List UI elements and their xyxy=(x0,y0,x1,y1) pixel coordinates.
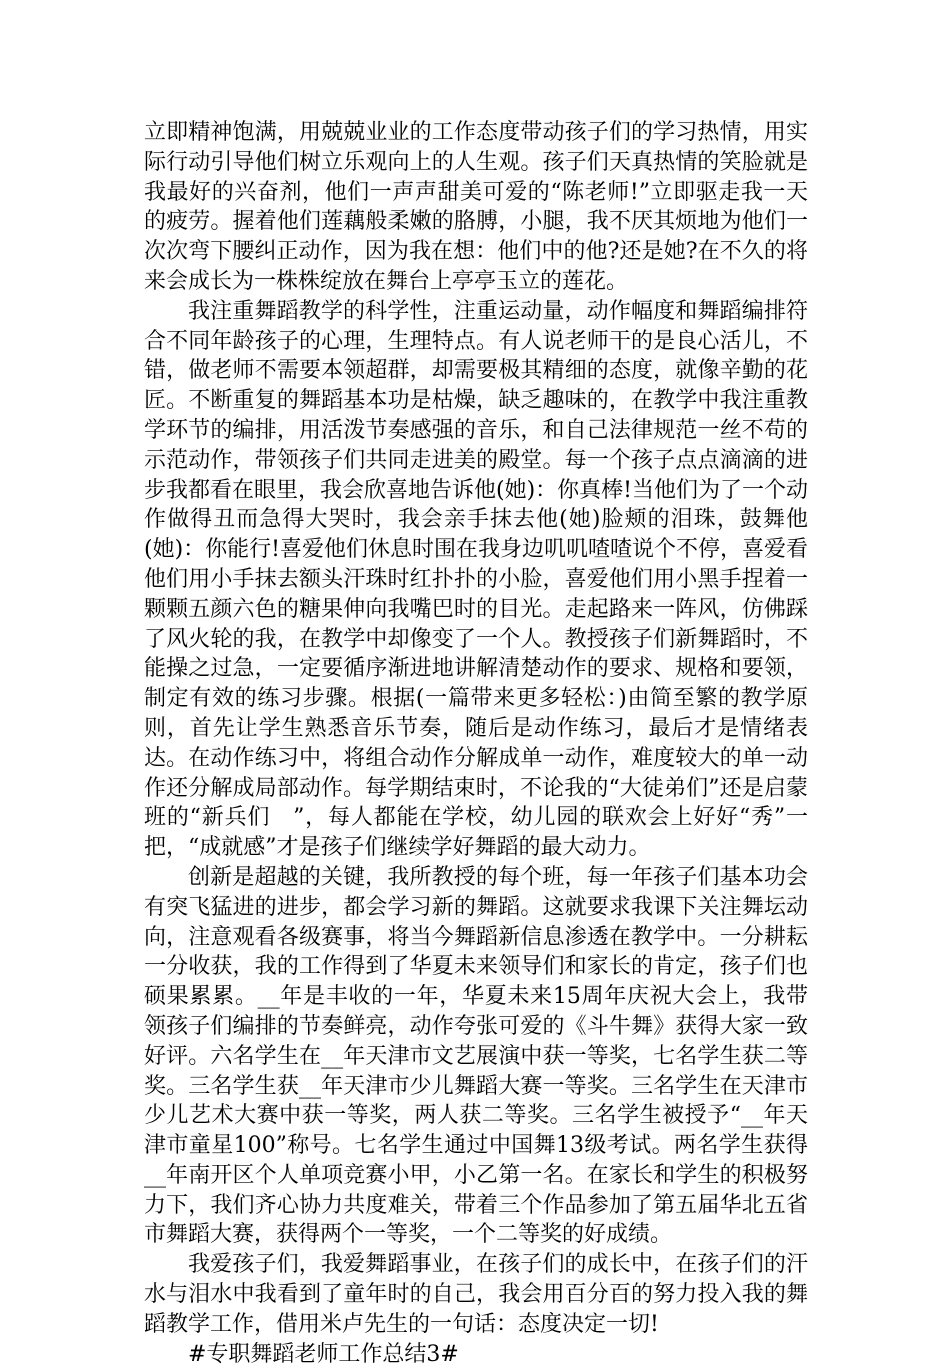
paragraph-conclusion: 我爱孩子们，我爱舞蹈事业，在孩子们的成长中，在孩子们的汗水与泪水中我看到了童年时的自己，我会用百分百的努力投入我的舞蹈教学工作，借用米卢先生的一句话：态度决定一切! xyxy=(144,1252,808,1337)
paragraph-innovation-achievements: 创新是超越的关键，我所教授的每个班，每一年孩子们基本功会有突飞猛进的进步，都会学习新的舞蹈。这就要求我课下关注舞坛动向，注意观看各级赛事，将当今舞蹈新信息渗透在教学中。一分耕耘一分收获，我的工作得到了华夏未来领导们和家长的肯定，孩子们也硕果累累。__年是丰收的一年，华夏未来15周年庆祝大会上，我带领孩子们编排的节奏鲜亮，动作夸张可爱的《斗牛舞》获得大家一致好评。六名学生在__年天津市文艺展演中获一等奖，七名学生获二等奖。三名学生获__年天津市少儿舞蹈大赛一等奖。三名学生在天津市少儿艺术大赛中获一等奖，两人获二等奖。三名学生被授予“__年天津市童星100”称号。七名学生通过中国舞13级考试。两名学生获得__年南开区个人单项竞赛小甲，小乙第一名。在家长和学生的积极努力下，我们齐心协力共度难关，带着三个作品参加了第五届华北五省市舞蹈大赛，获得两个一等奖，一个二等奖的好成绩。 xyxy=(144,864,808,1248)
document-page xyxy=(144,118,808,1369)
paragraph-continuation: 立即精神饱满，用兢兢业业的工作态度带动孩子们的学习热情，用实际行动引导他们树立乐观向上的人生观。孩子们天真热情的笑脸就是我最好的兴奋剂，他们一声声甜美可爱的“陈老师!”立即驱走我一天的疲劳。握着他们莲藕般柔嫩的胳膊，小腿，我不厌其烦地为他们一次次弯下腰纠正动作，因为我在想：他们中的他?还是她?在不久的将来会成长为一株株绽放在舞台上亭亭玉立的莲花。 xyxy=(144,120,808,294)
section-heading: #专职舞蹈老师工作总结3# xyxy=(188,1341,459,1367)
paragraph-dance-teaching-method: 我注重舞蹈教学的科学性，注重运动量，动作幅度和舞蹈编排符合不同年龄孩子的心理，生理特点。有人说老师干的是良心活儿，不错，做老师不需要本领超群，却需要极其精细的态度，就像辛勤的花匠。不断重复的舞蹈基本功是枯燥，缺乏趣味的，在教学中我注重教学环节的编排，用活泼节奏感强的音乐，和自己法律规范一丝不苟的示范动作，带领孩子们共同走进美的殿堂。每一个孩子点点滴滴的进步我都看在眼里，我会欣喜地告诉他(她)：你真棒!当他们为了一个动作做得丑而急得大哭时，我会亲手抹去他(她)脸颊的泪珠，鼓舞他(她)：你能行!喜爱他们休息时围在我身边叽叽喳喳说个不停，喜爱看他们用小手抹去额头汗珠时红扑扑的小脸，喜爱他们用小黑手捏着一颗颗五颜六色的糖果伸向我嘴巴时的目光。走起路来一阵风，仿佛踩了风火轮的我，在教学中却像变了一个人。教授孩子们新舞蹈时，不能操之过急，一定要循序渐进地讲解清楚动作的要求、规格和要领，制定有效的练习步骤。根据(一篇带来更多轻松：)由简至繁的教学原则，首先让学生熟悉音乐节奏，随后是动作练习，最后才是情绪表达。在动作练习中，将组合动作分解成单一动作，难度较大的单一动作还分解成局部动作。每学期结束时，不论我的“大徒弟们”还是启蒙班的“新兵们 ”，每人都能在学校，幼儿园的联欢会上好好“秀”一把，“成就感”才是孩子们继续学好舞蹈的最大动力。 xyxy=(144,298,809,861)
